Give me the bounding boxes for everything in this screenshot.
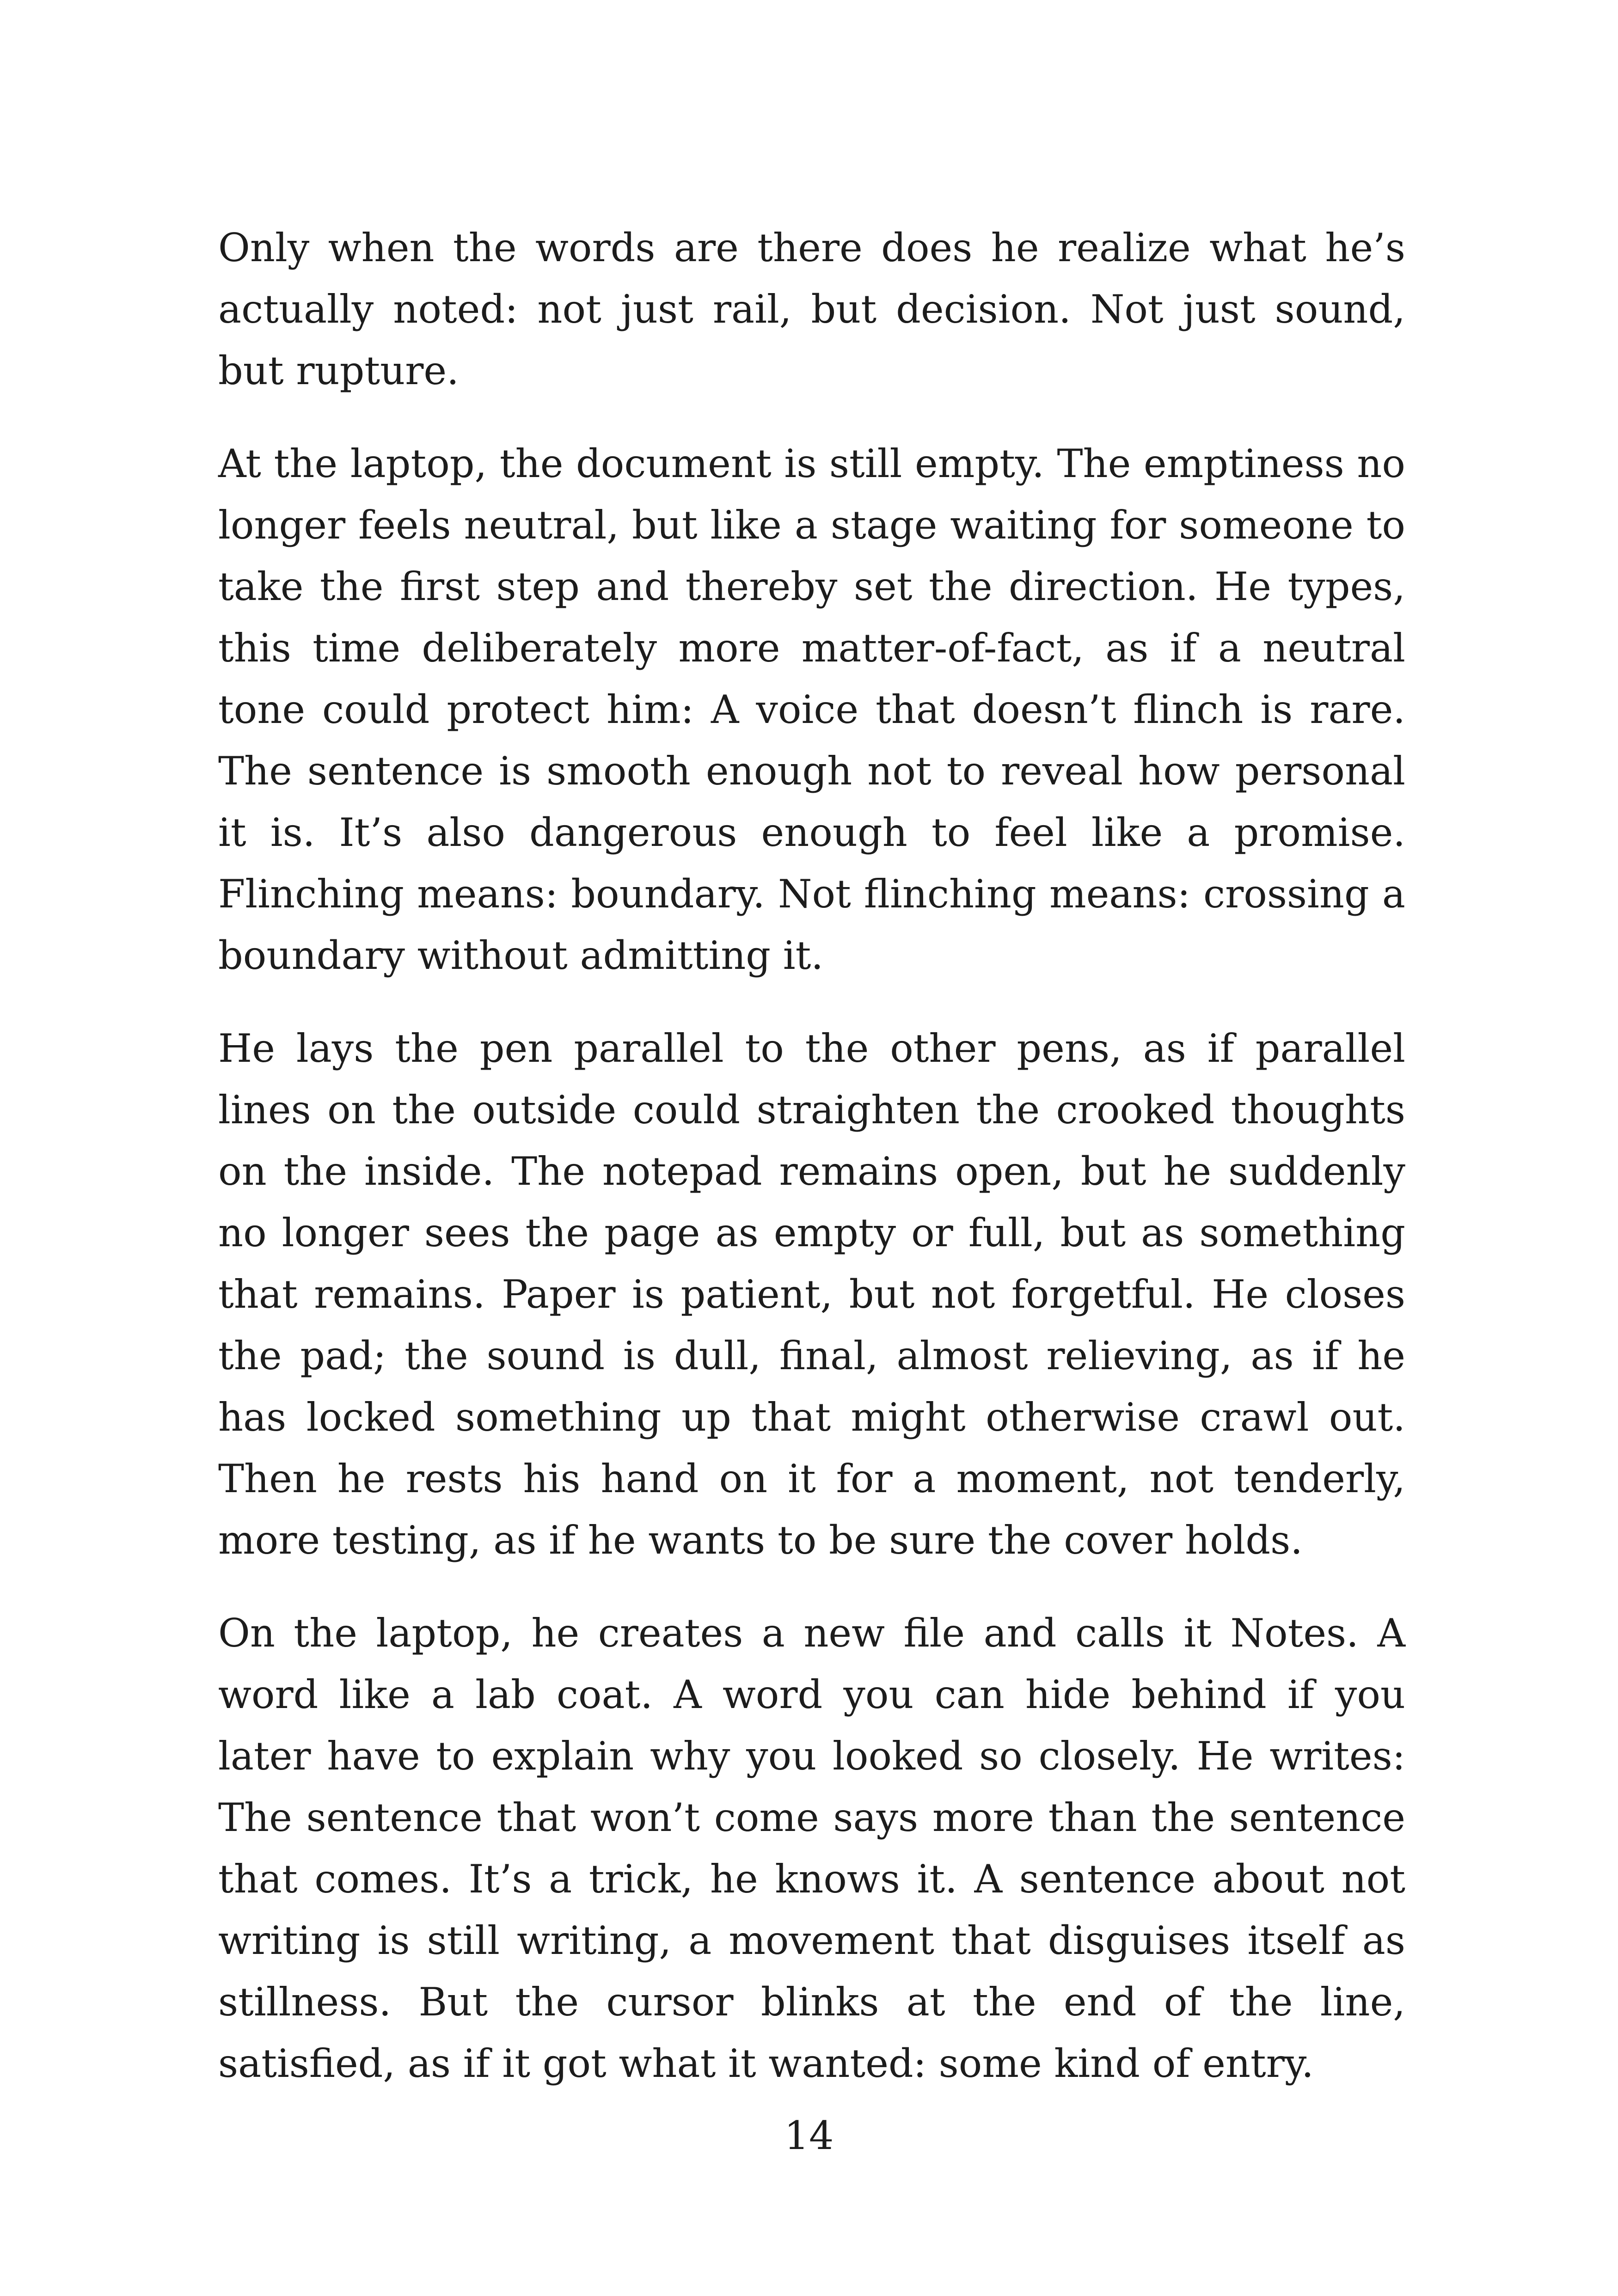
paragraph-4: On the laptop, he creates a new file and calls it Notes. A word like a lab coat. A word you can hide behind if you later have to explain why you looked so closely. He writes: The sentence that won’t come says more than the sentence that comes. It’s a trick, he knows it. A sentence about not writing is still writing, a movement that disguises itself as stillness. But the cursor blinks at the end of the line, satisfied, as if it got what it wanted: some kind of entry. [218, 1610, 1405, 2086]
page-number: 14 [784, 2113, 834, 2158]
paragraph-1: Only when the words are there does he realize what he’s actually noted: not just rail, but decision. Not just sound, but rupture. [218, 225, 1405, 393]
body-text [218, 217, 1405, 2094]
paragraph-3: He lays the pen parallel to the other pens, as if parallel lines on the outside could straighten the crooked thoughts on the inside. The notepad remains open, but he suddenly no longer sees the page as empty or full, but as something that remains. Paper is patient, but not forgetful. He closes the pad; the sound is dull, final, almost relieving, as if he has locked something up that might otherwise crawl out. Then he rests his hand on it for a moment, not tenderly, more testing, as if he wants to be sure the cover holds. [218, 1026, 1405, 1563]
paragraph-2: At the laptop, the document is still empty. The emptiness no longer feels neutral, but like a stage waiting for someone to take the first step and thereby set the direction. He types, this time deliberately more matter-of-fact, as if a neutral tone could protect him: A voice that doesn’t flinch is rare. The sentence is smooth enough not to reveal how personal it is. It’s also dangerous enough to feel like a promise. Flinching means: boundary. Not flinching means: crossing a boundary without admitting it. [218, 441, 1405, 978]
